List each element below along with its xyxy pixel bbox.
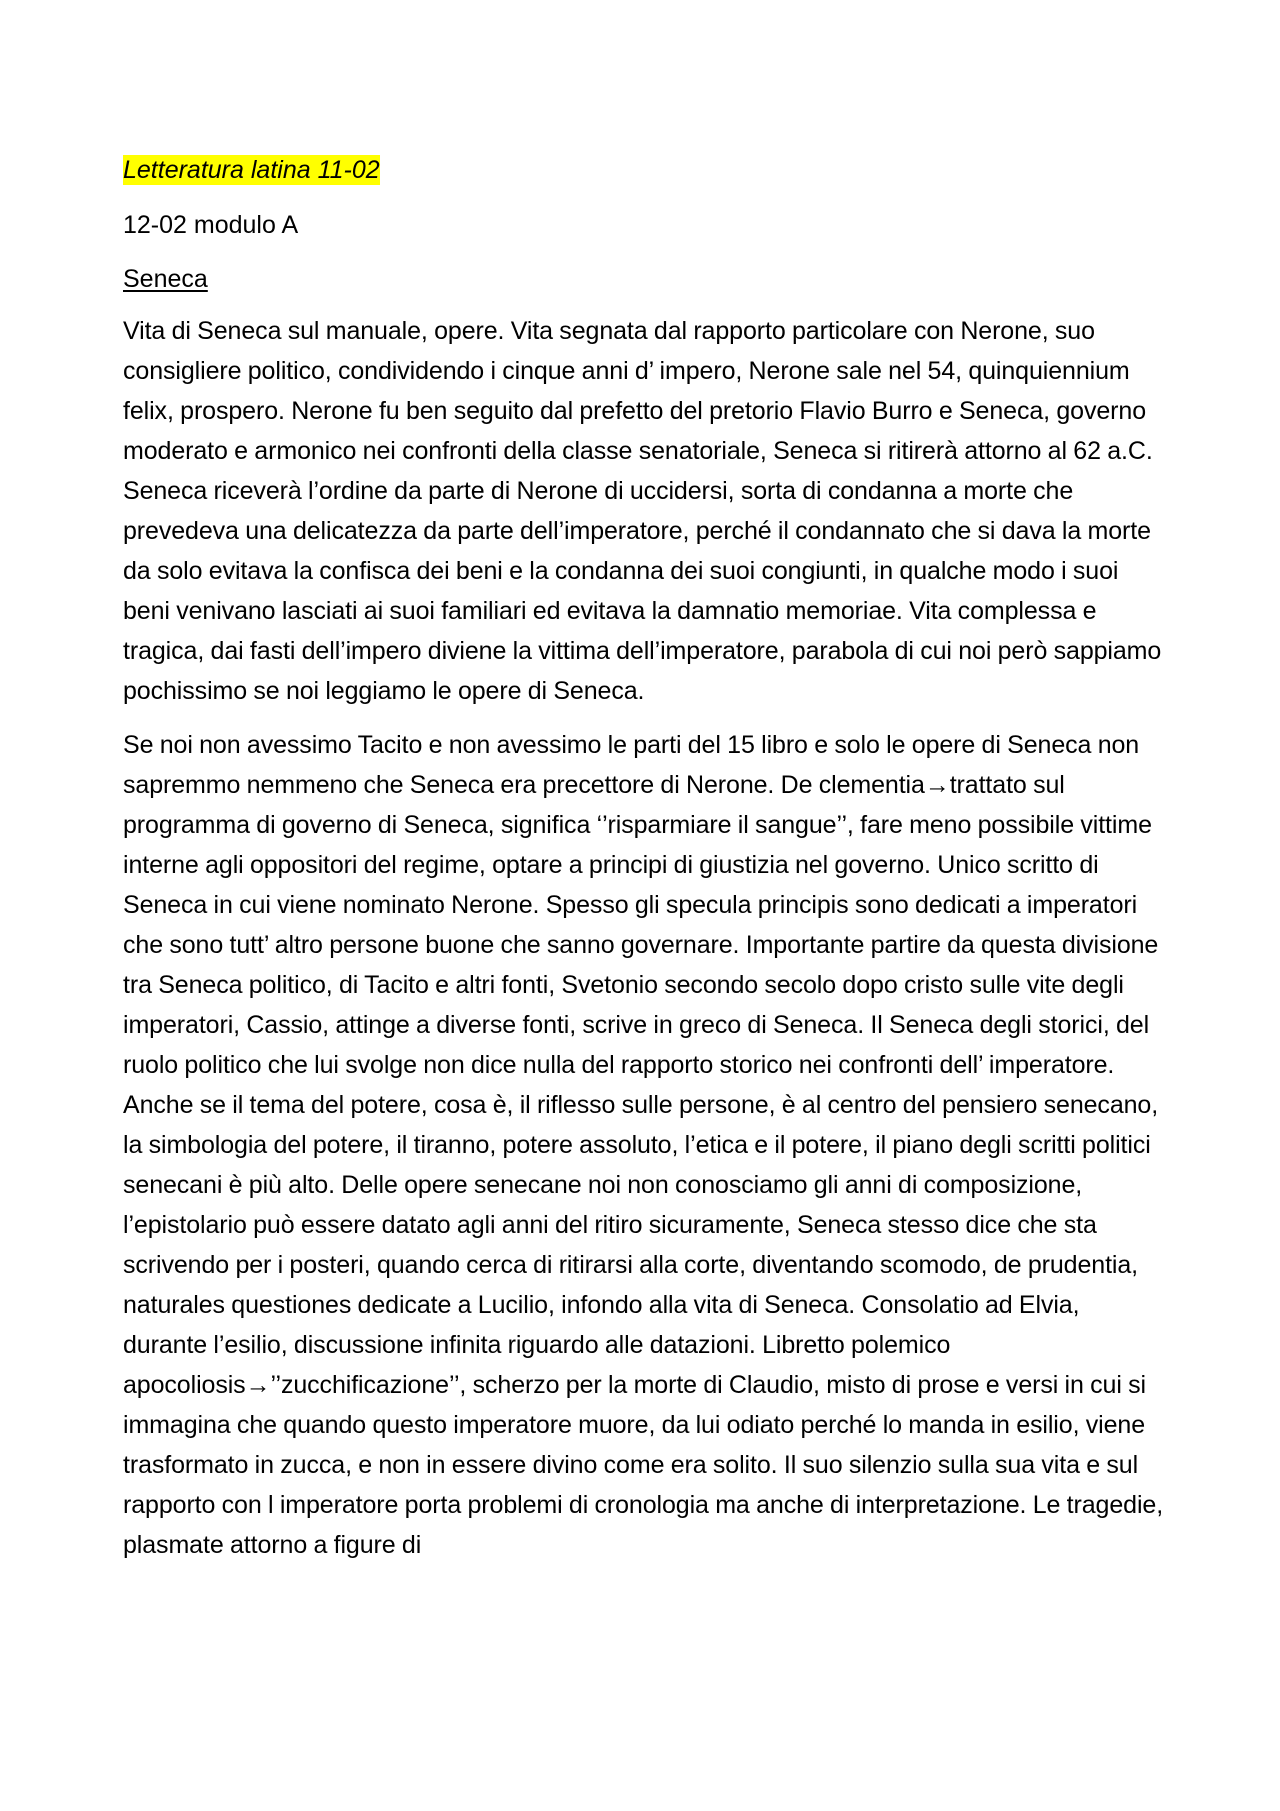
paragraph-2: Se noi non avessimo Tacito e non avessimo le parti del 15 libro e solo le opere di Seneca non sapremmo nemmeno che Seneca era precettore di Nerone. De clementia→trattato sul programma di governo di Seneca, significa ‘’risparmiare il sangue’’, fare meno possibile vittime interne agli oppositori del regime, optare a principi di giustizia nel governo. Unico scritto di Seneca in cui viene nominato Nerone. Spesso gli specula principis sono dedicati a imperatori che sono tutt’ altro persone buone che sanno governare. Importante partire da questa divisione tra Seneca politico, di Tacito e altri fonti, Svetonio secondo secolo dopo cristo sulle vite degli imperatori, Cassio, attinge a diverse fonti, scrive in greco di Seneca. Il Seneca degli storici, del ruolo politico che lui svolge non dice nulla del rapporto storico nei confronti dell’ imperatore. Anche se il tema del potere, cosa è, il riflesso sulle persone, è al centro del pensiero senecano, la simbologia del potere, il tiranno, potere assoluto, l’etica e il potere, il piano degli scritti politici senecani è più alto. Delle opere senecane noi non conosciamo gli anni di composizione, l’epistolario può essere datato agli anni del ritiro sicuramente, Seneca stesso dice che sta scrivendo per i posteri, quando cerca di ritirarsi alla corte, diventando scomodo, de prudentia, naturales questiones dedicate a Lucilio, infondo alla vita di Seneca. Consolatio ad Elvia, durante l’esilio, discussione infinita riguardo alle datazioni. Libretto polemico apocoliosis→’’zucchificazione’’, scherzo per la morte di Claudio, misto di prose e versi in cui si immagina che quando questo imperatore muore, da lui odiato perché lo manda in esilio, viene trasformato in zucca, e non in essere divino come era solito. Il suo silenzio sulla sua vita e sul rapporto con l imperatore porta problemi di cronologia ma anche di interpretazione. Le tragedie, plasmate attorno a figure di — [123, 731, 1164, 1559]
document-body — [123, 150, 1168, 1579]
document-subtitle: 12-02 modulo A — [123, 211, 299, 239]
section-title: Seneca — [123, 265, 208, 293]
document-title: Letteratura latina 11-02 — [123, 156, 380, 184]
document-title-line — [123, 150, 1168, 190]
paragraph-1: Vita di Seneca sul manuale, opere. Vita segnata dal rapporto particolare con Nerone, suo consigliere politico, condividendo i cinque anni d’ impero, Nerone sale nel 54, quinquiennium felix, prospero. Nerone fu ben seguito dal prefetto del pretorio Flavio Burro e Seneca, governo moderato e armonico nei confronti della classe senatoriale, Seneca si ritirerà attorno al 62 a.C. Seneca riceverà l’ordine da parte di Nerone di uccidersi, sorta di condanna a morte che prevedeva una delicatezza da parte dell’imperatore, perché il condannato che si dava la morte da solo evitava la confisca dei beni e la condanna dei suoi congiunti, in qualche modo i suoi beni venivano lasciati ai suoi familiari ed evitava la damnatio memoriae. Vita complessa e tragica, dai fasti dell’impero diviene la vittima dell’imperatore, parabola di cui noi però sappiamo pochissimo se noi leggiamo le opere di Seneca. — [123, 317, 1162, 705]
